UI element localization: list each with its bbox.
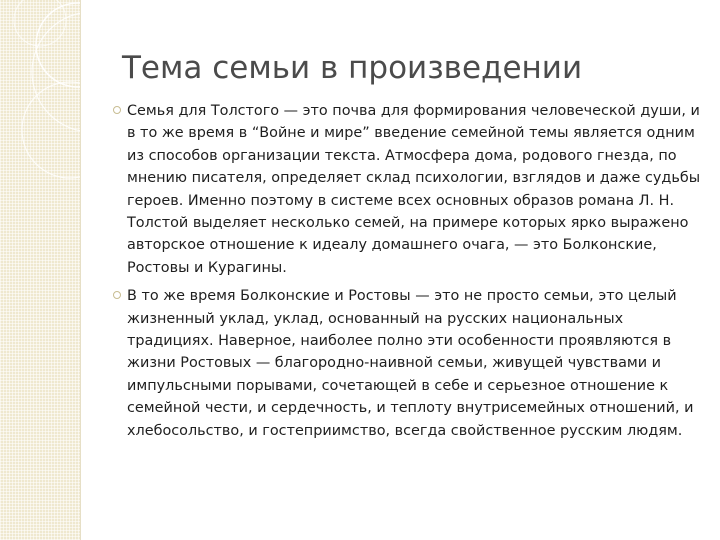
circle-ornament-icon [0, 0, 80, 540]
side-divider [80, 0, 81, 540]
paragraph-text: Семья для Толстого — это почва для формирования человеческой души, и в то же время в “Войне и мире” введение семейной темы является одним из способов организации текста. Атмосфера дома, родового гнезда, по мнению писателя, определяет склад психологии, взглядов и даже судьбы героев. Именно поэтому в системе всех основных образов романа Л. Н. Толстой выделяет несколько семей, на примере которых ярко выражено авторское отношение к идеалу домашнего очага, — это Болконские, Ростовы и Курагины. [127, 103, 701, 276]
bullet-paragraph [113, 100, 703, 279]
bullet-icon [113, 106, 121, 114]
slide-title: Тема семьи в произведении [122, 50, 583, 86]
paragraph-text: В то же время Болконские и Ростовы — это не просто семьи, это целый жизненный уклад, уклад, основанный на русских национальных традициях. Наверное, наиболее полно эти особенности проявляются в жизни Ростовых — благородно-наивной семьи, живущей чувствами и импульсными порывами, сочетающей в себе и серьезное отношение к семейной чести, и сердечность, и теплоту внутрисемейных отношений, и хлебосольство, и гостеприимство, всегда свойственное русским людям. [127, 288, 694, 439]
slide-body [113, 100, 703, 448]
bullet-icon [113, 291, 121, 299]
decorative-side-panel [0, 0, 80, 540]
bullet-paragraph [113, 285, 703, 442]
